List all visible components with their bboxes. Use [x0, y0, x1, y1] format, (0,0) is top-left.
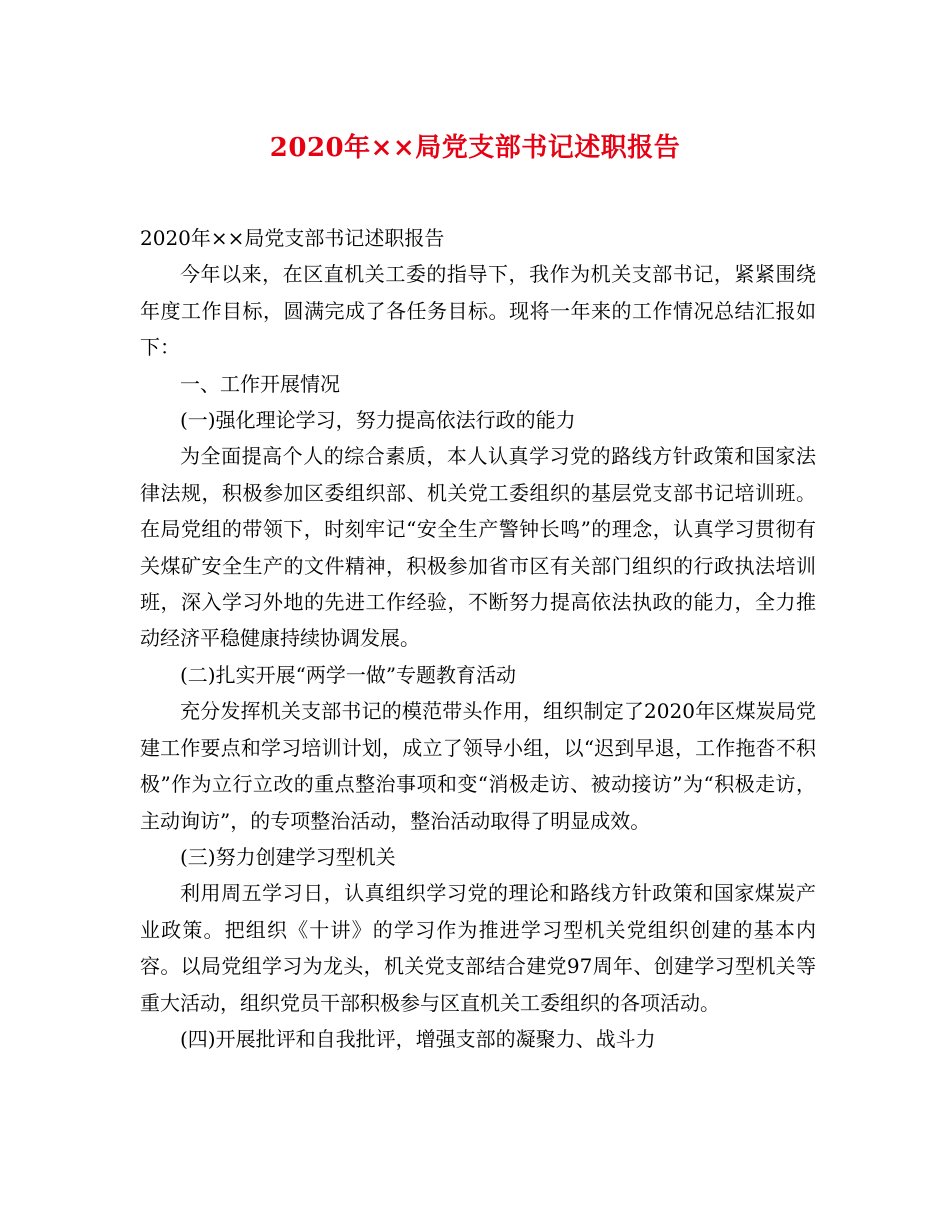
subsection-heading-3: (三)努力创建学习型机关	[180, 844, 396, 869]
document-title: 2020年××局党支部书记述职报告	[269, 133, 681, 163]
document-body	[140, 220, 816, 1057]
subsection-heading-4: (四)开展批评和自我批评，增强支部的凝聚力、战斗力	[180, 1026, 656, 1051]
paragraph-body-3: 利用周五学习日，认真组织学习党的理论和路线方针政策和国家煤炭产业政策。把组织《十讲》的学习作为推进学习型机关党组织创建的基本内容。以局党组学习为龙头，机关党支部结合建党97周年、创建学习型机关等重大活动，组织党员干部积极参与区直机关工委组织的各项活动。	[140, 881, 816, 1015]
paragraph-body-1: 为全面提高个人的综合素质，本人认真学习党的路线方针政策和国家法律法规，积极参加区委组织部、机关党工委组织的基层党支部书记培训班。在局党组的带领下，时刻牢记“安全生产警钟长鸣”的理念，认真学习贯彻有关煤矿安全生产的文件精神，积极参加省市区有关部门组织的行政执法培训班，深入学习外地的先进工作经验，不断努力提高依法执政的能力，全力推动经济平稳健康持续协调发展。	[140, 444, 816, 651]
paragraph-subtitle: 2020年××局党支部书记述职报告	[140, 226, 445, 250]
section-heading-1: 一、工作开展情况	[180, 371, 340, 396]
subsection-heading-1: (一)强化理论学习，努力提高依法行政的能力	[180, 408, 576, 433]
paragraph-intro: 今年以来，在区直机关工委的指导下，我作为机关支部书记，紧紧围绕年度工作目标，圆满完成了各任务目标。现将一年来的工作情况总结汇报如下：	[140, 262, 816, 360]
subsection-heading-2: (二)扎实开展“两学一做”专题教育活动	[180, 662, 517, 687]
paragraph-body-2: 充分发挥机关支部书记的模范带头作用，组织制定了2020年区煤炭局党建工作要点和学习培训计划，成立了领导小组，以“迟到早退，工作拖沓不积极”作为立行立改的重点整治事项和变“消极走访、被动接访”为“积极走访，主动询访”，的专项整治活动，整治活动取得了明显成效。	[140, 699, 816, 833]
